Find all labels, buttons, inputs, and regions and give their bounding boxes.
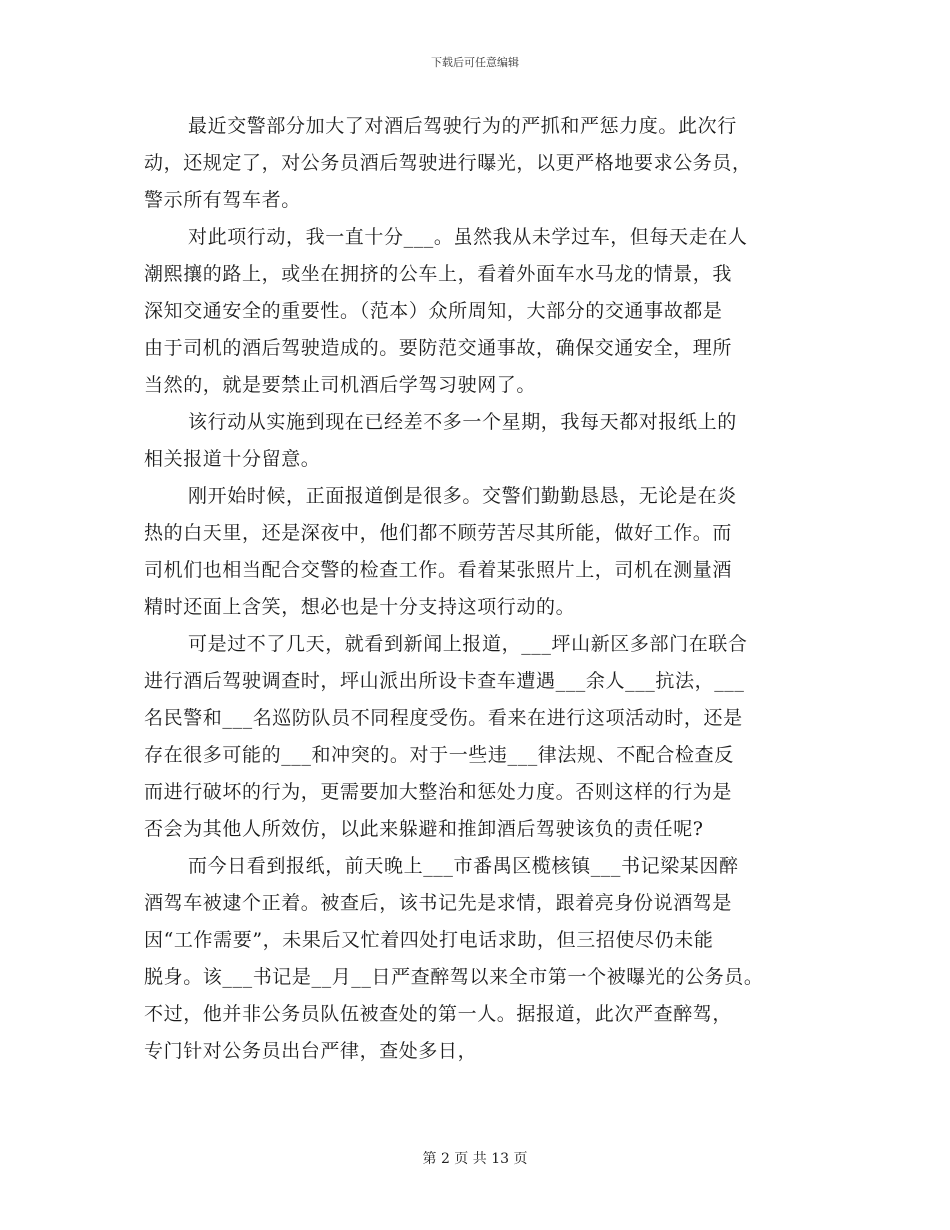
text-line: 因“工作需要”，未果后又忙着四处打电话求助，但三招使尽仍未能 [144,929,714,951]
paragraph-6 [144,848,824,1070]
paragraph-5 [144,626,824,848]
text-line: 酒驾车被逮个正着。被查后，该书记先是求情，跟着亮身份说酒驾是 [144,892,733,914]
text-line: 而今日看到报纸，前天晚上___市番禺区榄核镇___书记梁某因醉 [188,855,739,877]
text-line: 当然的，就是要禁止司机酒后学驾习驶网了。 [144,374,537,396]
text-line: 警示所有驾车者。 [144,189,301,211]
paragraph-3 [144,404,824,478]
page-footer: 第 2 页 共 13 页 [422,1151,528,1167]
text-line: 动，还规定了，对公务员酒后驾驶进行曝光，以更严格地要求公务员， [144,152,752,174]
text-line: 专门针对公务员出台严律，查处多日， [144,1040,478,1062]
text-line: 否会为其他人所效仿，以此来躲避和推卸酒后驾驶该负的责任呢? [144,818,704,840]
text-line: 深知交通安全的重要性。（范本）众所周知，大部分的交通事故都是 [144,300,723,322]
text-line: 热的白天里，还是深夜中，他们都不顾劳苦尽其所能，做好工作。而 [144,522,733,544]
paragraph-2 [144,219,824,404]
text-line: 潮熙攘的路上，或坐在拥挤的公车上，看着外面车水马龙的情景，我 [144,263,733,285]
text-line: 脱身。该___书记是__月__日严查醉驾以来全市第一个被曝光的公务员。 [144,966,764,988]
text-line: 最近交警部分加大了对酒后驾驶行为的严抓和严惩力度。此次行 [188,115,737,137]
text-line: 该行动从实施到现在已经差不多一个星期，我每天都对报纸上的 [188,411,737,433]
text-line: 进行酒后驾驶调查时，坪山派出所设卡查车遭遇___余人___抗法，___ [144,670,745,692]
text-line: 名民警和___名巡防队员不同程度受伤。看来在进行这项活动时，还是 [144,707,743,729]
text-line: 不过，他并非公务员队伍被查处的第一人。据报道，此次严查醉驾， [144,1003,733,1025]
text-line: 对此项行动，我一直十分___。虽然我从未学过车，但每天走在人 [188,226,748,248]
text-line: 刚开始时候，正面报道倒是很多。交警们勤勤恳恳，无论是在炎 [188,485,737,507]
document-body [144,108,824,1070]
text-line: 可是过不了几天，就看到新闻上报道，___坪山新区多部门在联合 [188,633,748,655]
paragraph-4 [144,478,824,626]
page-header: 下载后可任意编辑 [431,56,519,69]
text-line: 精时还面上含笑，想必也是十分支持这项行动的。 [144,596,576,618]
text-line: 而进行破坏的行为，更需要加大整治和惩处力度。否则这样的行为是 [144,781,733,803]
paragraph-1 [144,108,824,219]
text-line: 司机们也相当配合交警的检查工作。看着某张照片上，司机在测量酒 [144,559,733,581]
text-line: 相关报道十分留意。 [144,448,321,470]
text-line: 存在很多可能的___和冲突的。对于一些违___律法规、不配合检查反 [144,744,734,766]
text-line: 由于司机的酒后驾驶造成的。要防范交通事故，确保交通安全，理所 [144,337,733,359]
